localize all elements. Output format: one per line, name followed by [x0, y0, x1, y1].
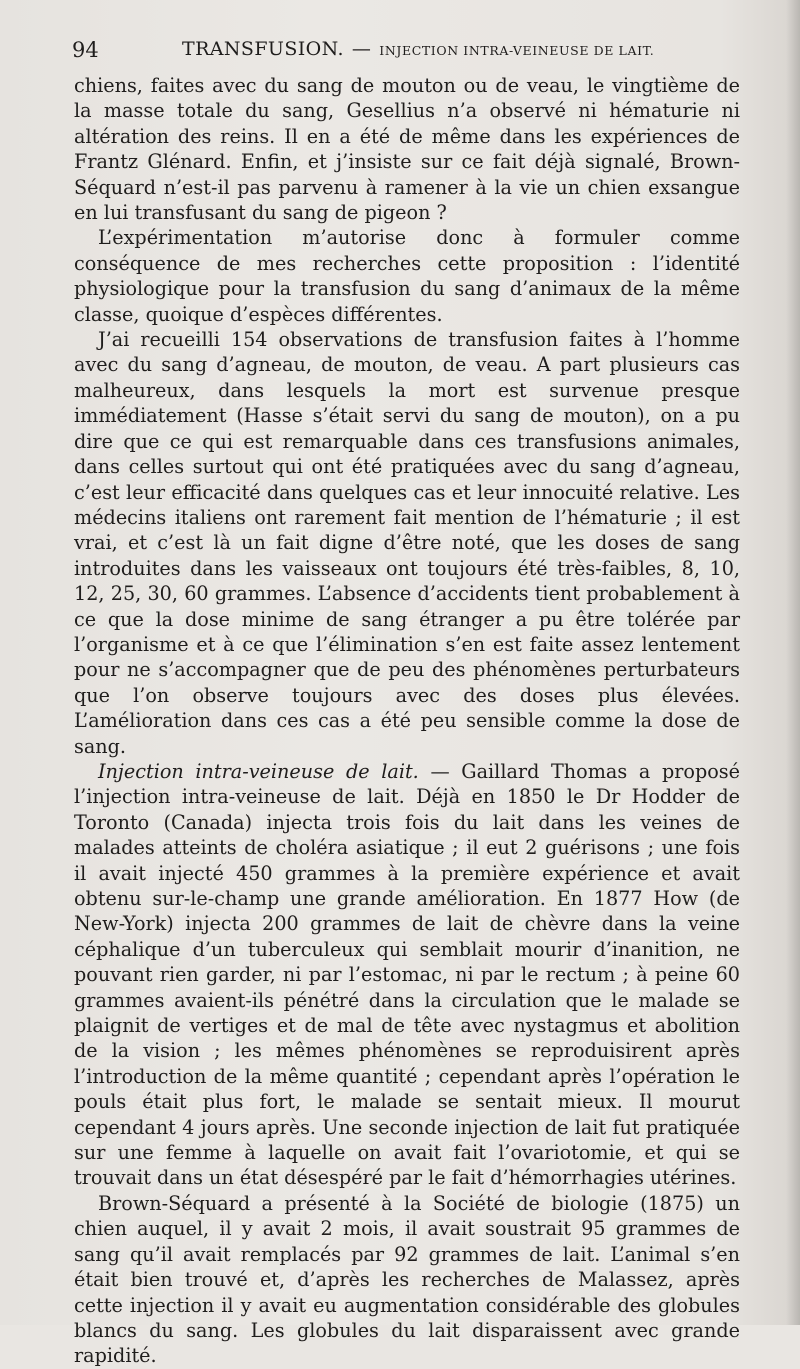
paragraph-lait-injection	[74, 759, 740, 1191]
running-title-main: TRANSFUSION.	[182, 38, 344, 60]
running-title	[182, 38, 654, 60]
section-dash: —	[430, 759, 450, 783]
spine-shadow	[786, 0, 800, 1325]
running-title-dash: —	[351, 38, 372, 60]
body-text	[74, 73, 740, 1369]
paragraph-observations: J’ai recueilli 154 observations de transfusion faites à l’homme avec du sang d’agneau, de mouton, de veau. A part plusieurs cas malheureux, dans lesquels la mort est survenue presque immédiatement (Hasse s’était servi du sang de mouton), on a pu dire que ce qui est remarquable dans ces transfusions animales, dans celles surtout qui ont été pratiquées avec du sang d’agneau, c’est leur efficacité dans quelques cas et leur innocuité relative. Les médecins italiens ont rarement fait mention de l’hématurie ; il est vrai, et c’est là un fait digne d’être noté, que les doses de sang introduites dans les vaisseaux ont toujours été très-faibles, 8, 10, 12, 25, 30, 60 grammes. L’absence d’accidents tient probablement à ce que la dose minime de sang étranger a pu être tolérée par l’organisme et à ce que l’élimination s’en est faite assez lentement pour ne s’accompagner que de peu des phénomènes perturbateurs que l’on observe toujours avec des doses plus élevées. L’amélioration dans ces cas a été peu sensible comme la dose de sang.	[74, 328, 740, 758]
paragraph-brown-sequard: Brown-Séquard a présenté à la Société de biologie (1875) un chien auquel, il y avait 2 mois, il avait soustrait 95 grammes de sang qu’il avait remplacés par 92 grammes de lait. L’animal s’en était bien trouvé et, d’après les recherches de Malassez, après cette injection il y avait eu augmentation considérable des globules blancs du sang. Les globules du lait disparaissent avec grande rapidité.	[74, 1191, 740, 1368]
page-number: 94	[72, 38, 99, 62]
section-title: Injection intra-veineuse de lait.	[98, 759, 419, 783]
running-header	[72, 38, 742, 66]
section-text: Gaillard Thomas a proposé l’injection intra-veineuse de lait. Déjà en 1850 le Dr Hodder de Toronto (Canada) injecta trois fois du lait dans les veines de malades atteints de choléra asiatique ; il eut 2 guérisons ; une fois il avait injecté 450 grammes à la première expérience et avait obtenu sur-le-champ une grande amélioration. En 1877 How (de New-York) injecta 200 grammes de lait de chèvre dans la veine céphalique d’un tuberculeux qui semblait mourir d’inanition, ne pouvant rien garder, ni par l’estomac, ni par le rectum ; à peine 60 grammes avaient-ils pénétré dans la circulation que le malade se plaignit de vertiges et de mal de tête avec nystagmus et abolition de la vision ; les mêmes phénomènes se reproduisirent après l’introduction de la même quantité ; cependant après l’opération le pouls était plus fort, le malade se sentait mieux. Il mourut cependant 4 jours après. Une seconde injection de lait fut pratiquée sur une femme à laquelle on avait fait l’ovariotomie, et qui se trouvait dans un état désespéré par le fait d’hémorrhagies utérines.	[74, 759, 740, 1190]
paragraph-proposition: L’expérimentation m’autorise donc à formuler comme conséquence de mes recherches cette proposition : l’identité physiologique pour la transfusion du sang d’animaux de la même classe, quoique d’espèces différentes.	[74, 226, 740, 326]
running-title-sub: INJECTION INTRA-VEINEUSE DE LAIT.	[379, 43, 655, 58]
paragraph-continuation: chiens, faites avec du sang de mouton ou de veau, le vingtième de la masse totale du sang, Gesellius n’a observé ni hématurie ni altération des reins. Il en a été de même dans les expériences de Frantz Glénard. Enfin, et j’insiste sur ce fait déjà signalé, Brown-Séquard n’est-il pas parvenu à ramener à la vie un chien exsangue en lui transfusant du sang de pigeon ?	[74, 74, 740, 225]
